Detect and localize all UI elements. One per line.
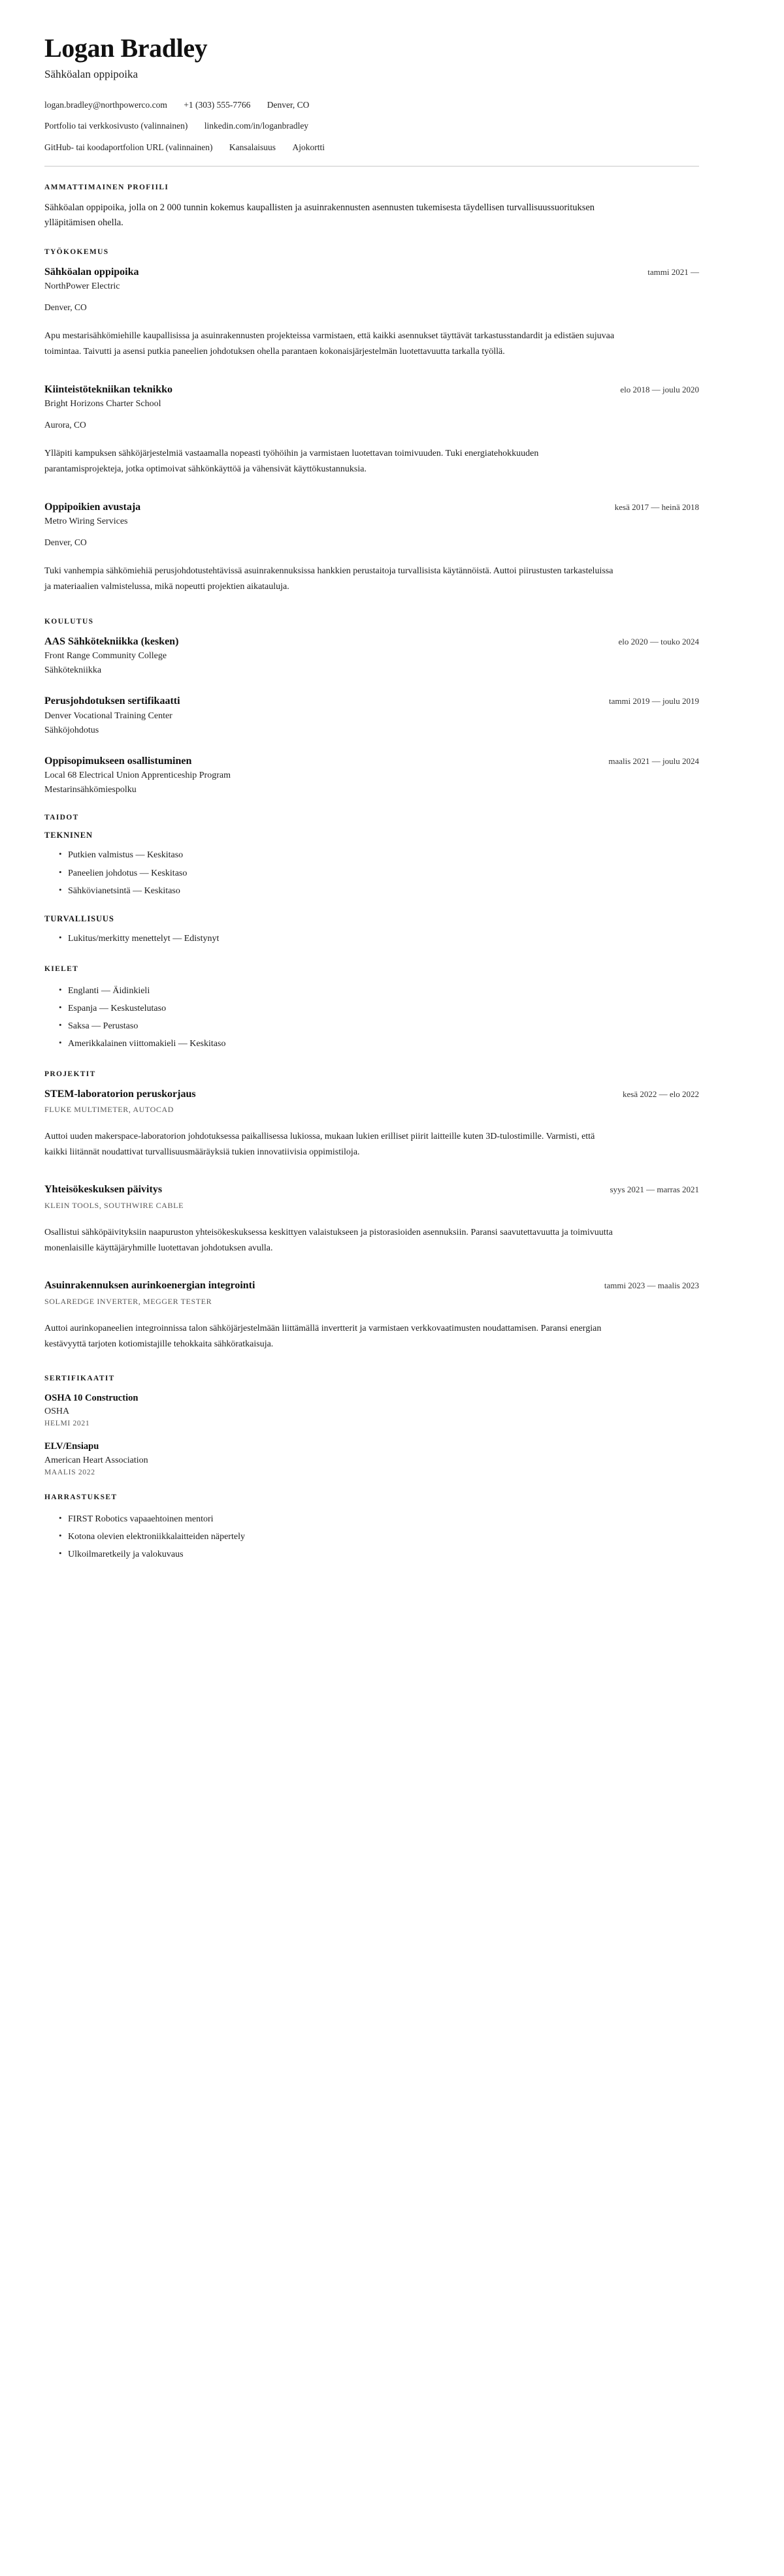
education-entry-head [44,694,699,708]
experience-entry-head [44,500,699,515]
education-entry-head [44,754,699,769]
education-field: Sähkötekniikka [44,665,102,676]
experience-entry-head [44,265,699,279]
section-title-languages: KIELET [44,964,79,973]
project-description: Osallistui sähköpäivityksiin naapuruston yhteisökeskuksessa keskittyen valaistukseen ja pistorasioiden asennuksiin. Paransi saavutettavuutta ja toimivuutta monenlaisille käyttäjäryhmille luotettavan johdotuksen avulla. [44,1228,613,1254]
experience-location: Aurora, CO [44,420,86,430]
project-name: STEM-laboratorion peruskorjaus [44,1088,196,1100]
project-description: Auttoi aurinkopaneelien integroinnissa talon sähköjärjestelmään liittämällä invertterit ja varmistaen verkkovaatimusten noudattamisen. Paransi energian kestävyyttä tarjoten kotiomistajille tehokkaita sähköratkaisuja. [44,1323,602,1349]
list-item: • Sähkövianetsintä — Keskitaso [59,882,699,900]
candidate-headline: Sähköalan oppipoika [44,67,139,80]
section-certifications [44,1375,699,1476]
certification-entry [44,1440,699,1476]
project-entry-head [44,1087,699,1102]
education-field: Mestarinsähkömiespolku [44,785,137,795]
project-tools: SOLAREDGE INVERTER, MEGGER TESTER [44,1296,212,1306]
education-date: maalis 2021 — joulu 2024 [608,755,699,766]
list-item: • Englanti — Äidinkieli [59,982,699,1000]
candidate-name: Logan Bradley [44,33,208,63]
certification-entry [44,1391,699,1427]
certification-name: ELV/Ensiapu [44,1441,99,1452]
list-item: • Putkien valmistus — Keskitaso [59,846,699,864]
certification-issuer: American Heart Association [44,1455,148,1465]
project-name: Asuinrakennuksen aurinkoenergian integrointi [44,1280,255,1292]
project-entry-head [44,1183,699,1197]
section-languages [44,965,699,1053]
section-title-skills: TAIDOT [44,814,79,822]
language-list [44,982,699,1053]
list-item: • Saksa — Perustaso [59,1017,699,1035]
experience-company: NorthPower Electric [44,281,120,292]
education-date: tammi 2019 — joulu 2019 [609,696,699,707]
contact-linkedin[interactable]: linkedin.com/in/loganbradley [204,121,309,131]
experience-role: Oppipoikien avustaja [44,501,141,513]
education-degree: Perusjohdotuksen sertifikaatti [44,695,180,707]
section-title-experience: TYÖKOKEMUS [44,247,109,256]
education-field: Sähköjohdotus [44,725,99,735]
section-projects [44,1070,699,1352]
experience-date: tammi 2021 — [647,266,699,277]
experience-description: Apu mestarisähkömiehille kaupallisissa ja asuinrakennusten projekteissa varmistaen, että kaikki asennukset täyttävät tarkastusstandardit ja edistäen sujuvaa toimintaa. Taivutti ja asensi putkia paneelien johdotuksen ohella parantaen kokonaisjärjestelmän luotettavuutta tarkalla työllä. [44,331,615,357]
section-title-interests: HARRASTUKSET [44,1493,118,1501]
contact-portfolio[interactable]: Portfolio tai verkkosivusto (valinnainen) [44,121,188,131]
project-entry [44,1183,699,1256]
education-entry [44,635,699,678]
contact-nationality: Kansalaisuus [229,142,276,153]
section-title-certifications: SERTIFIKAATIT [44,1374,115,1382]
section-interests [44,1493,699,1564]
list-item: • Amerikkalainen viittomakieli — Keskitaso [59,1035,699,1053]
project-date: syys 2021 — marras 2021 [610,1185,699,1195]
project-description: Auttoi uuden makerspace-laboratorion johdotuksessa paikallisessa lukiossa, mukaan lukien erilliset piirit laitteille kuten 3D-tulostimille. Varmisti, että kaikki liitännät noudattivat turvallisuusmääräyksiä tukien innovatiivisia oppimistiloja. [44,1132,595,1158]
list-item: • Espanja — Keskustelutaso [59,1000,699,1017]
education-degree: Oppisopimukseen osallistuminen [44,755,192,767]
experience-role: Sähköalan oppipoika [44,266,139,278]
contact-email[interactable]: logan.bradley@northpowerco.com [44,99,167,110]
section-title-education: KOULUTUS [44,617,94,626]
experience-company: Bright Horizons Charter School [44,399,161,409]
interest-list [44,1510,699,1564]
section-title-projects: PROJEKTIT [44,1070,96,1078]
section-summary [44,183,699,231]
list-item: • Paneelien johdotus — Keskitaso [59,865,699,882]
certification-date: MAALIS 2022 [44,1468,95,1476]
contact-phone: +1 (303) 555-7766 [184,99,251,110]
project-tools: FLUKE MULTIMETER, AUTOCAD [44,1105,174,1115]
education-degree: AAS Sähkötekniikka (kesken) [44,635,179,647]
education-entry [44,694,699,737]
skill-group-heading-safety: TURVALLISUUS [44,914,114,924]
header-divider [44,166,699,167]
project-name: Yhteisökeskuksen päivitys [44,1184,163,1196]
experience-entry [44,383,699,478]
summary-text: Sähköalan oppipoika, jolla on 2 000 tunnin kokemus kaupallisten ja asuinrakennusten asennusten tukemisesta täydellisen turvallisuussuorituksen ylläpitämisen ohella. [44,202,595,229]
list-item: • FIRST Robotics vapaaehtoinen mentori [59,1510,699,1528]
project-date: tammi 2023 — maalis 2023 [604,1280,699,1291]
education-entry [44,754,699,797]
section-title-summary: AMMATTIMAINEN PROFIILI [44,183,169,191]
project-entry [44,1087,699,1161]
education-date: elo 2020 — touko 2024 [618,636,699,646]
experience-date: kesä 2017 — heinä 2018 [614,501,699,512]
experience-role: Kiinteistötekniikan teknikko [44,383,173,395]
education-school: Front Range Community College [44,651,167,661]
section-education [44,618,699,797]
experience-entry [44,500,699,596]
experience-description: Ylläpiti kampuksen sähköjärjestelmiä vastaamalla nopeasti työhöihin ja varmistaen luotettavan toimivuuden. Tuki energiatehokkuuden parantamisprojekteja, jotka optimoivat sähkönkäyttöä ja vähensivät käyttökustannuksia. [44,449,539,475]
experience-location: Denver, CO [44,537,87,548]
contact-github[interactable]: GitHub- tai koodaportfolion URL (valinnainen) [44,142,213,153]
contact-driving-license: Ajokortti [292,142,325,153]
experience-entry [44,265,699,360]
project-tools: KLEIN TOOLS, SOUTHWIRE CABLE [44,1201,184,1211]
project-date: kesä 2022 — elo 2022 [623,1089,699,1099]
resume-header [44,34,699,154]
education-school: Local 68 Electrical Union Apprenticeship Program [44,771,231,781]
education-entry-head [44,635,699,649]
skill-group-heading-technical: TEKNINEN [44,831,93,840]
contact-line-2 [44,119,699,133]
experience-date: elo 2018 — joulu 2020 [620,384,699,394]
list-item: • Lukitus/merkitty menettelyt — Edistynyt [59,930,699,947]
certification-name: OSHA 10 Construction [44,1392,139,1403]
contact-location: Denver, CO [267,99,310,110]
list-item: • Ulkoilmaretkeily ja valokuvaus [59,1546,699,1563]
contact-line-1 [44,99,699,112]
experience-location: Denver, CO [44,302,87,313]
education-school: Denver Vocational Training Center [44,710,172,721]
project-entry-head [44,1279,699,1293]
list-item: • Kotona olevien elektroniikkalaitteiden näpertely [59,1528,699,1546]
skill-list-technical [44,846,699,900]
contact-line-3 [44,141,699,154]
experience-entry-head [44,383,699,397]
section-skills [44,814,699,947]
section-experience [44,248,699,596]
certification-date: HELMI 2021 [44,1420,90,1428]
experience-description: Tuki vanhempia sähkömiehiä perusjohdotustehtävissä asuinrakennuksissa hankkien perustaitoja turvallisista käytännöistä. Auttoi piirustusten tarkasteluissa ja materiaalien valmistelussa, mikä nopeutti projektien aikatauluja. [44,566,613,592]
project-entry [44,1279,699,1352]
skill-list-safety [44,930,699,947]
certification-issuer: OSHA [44,1407,70,1417]
experience-company: Metro Wiring Services [44,517,128,527]
